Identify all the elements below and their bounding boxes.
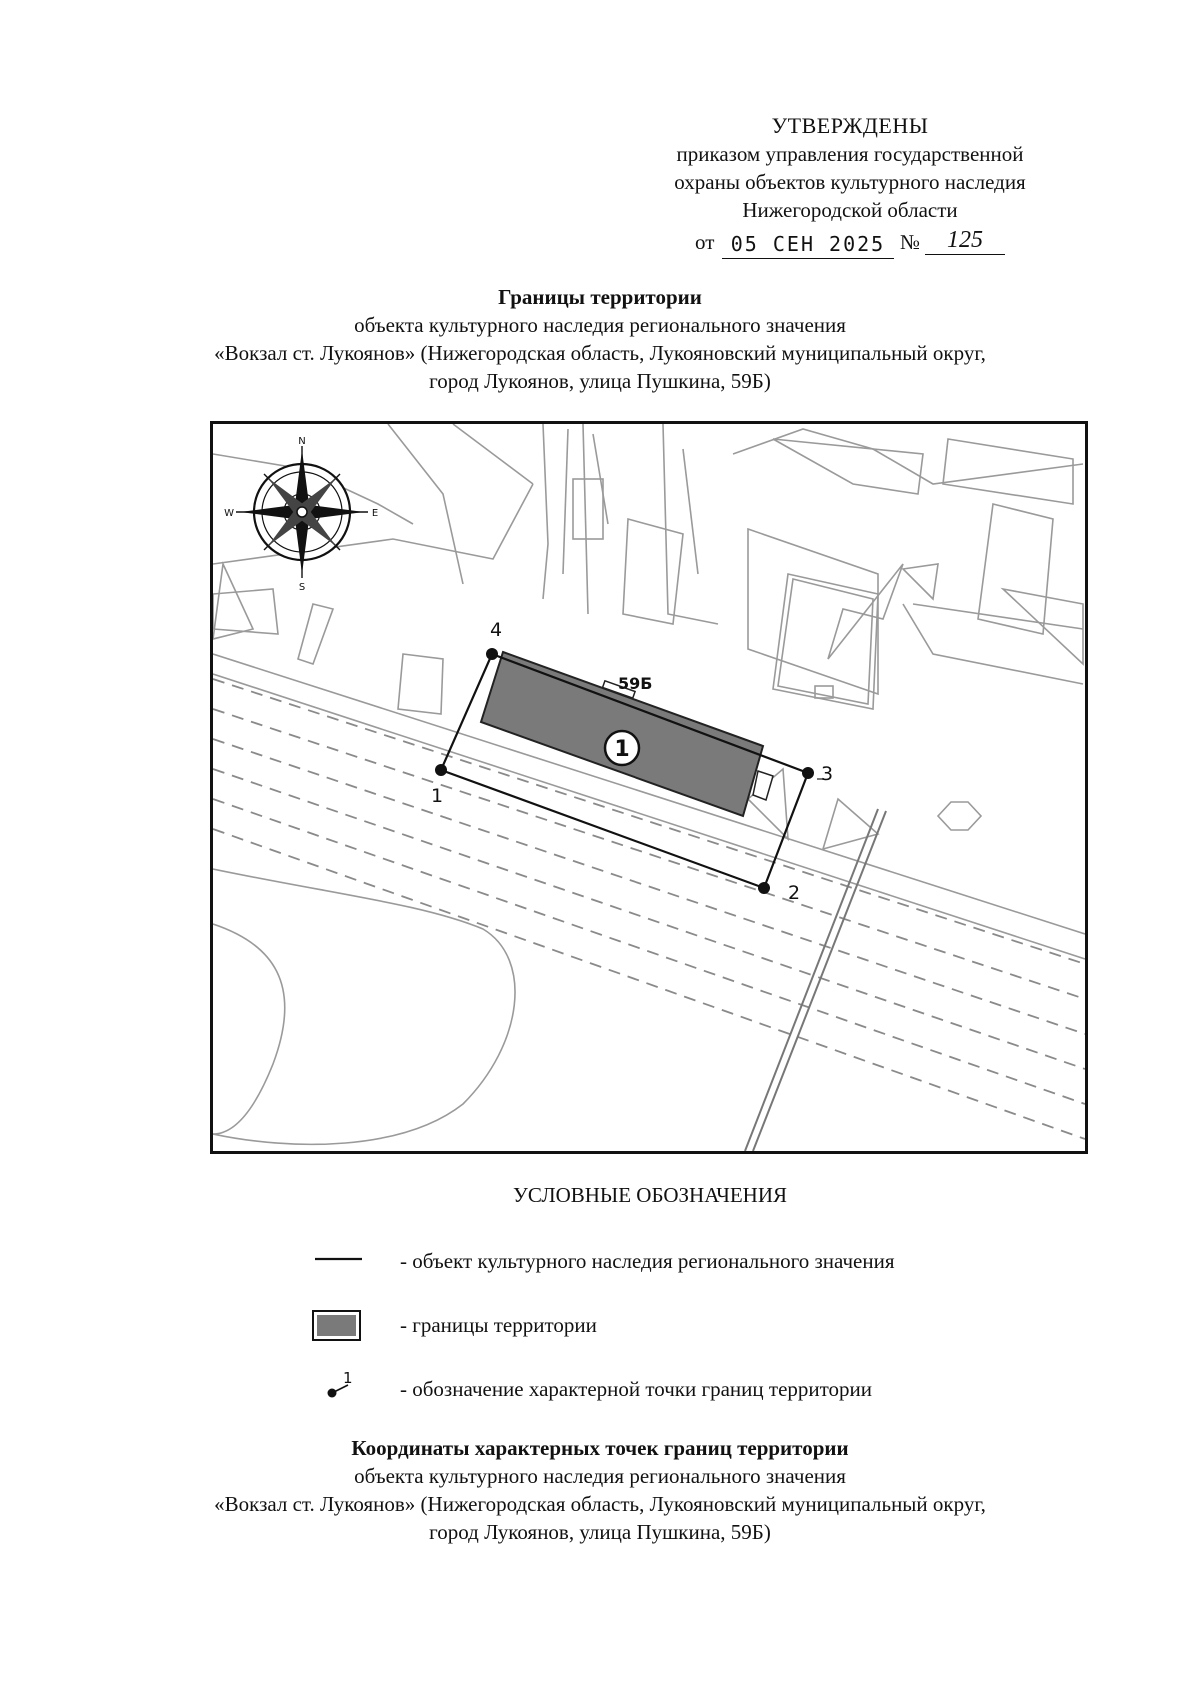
boundary-point-2 xyxy=(758,882,770,894)
parcel-line xyxy=(543,424,548,599)
point-label-2: 2 xyxy=(788,882,801,904)
parcel-line xyxy=(913,604,1083,629)
map-drawing xyxy=(213,424,1085,1151)
parcel-line xyxy=(563,429,568,574)
approval-from-label: от xyxy=(695,230,715,254)
street-line xyxy=(213,654,1085,934)
rail-dash-line xyxy=(213,769,1085,1069)
parcel-line xyxy=(213,924,285,1134)
compass-s: S xyxy=(298,582,306,593)
boundary-point-1 xyxy=(435,764,447,776)
parcel-line xyxy=(733,429,1083,484)
parcel-building xyxy=(748,529,878,694)
heritage-annex xyxy=(753,771,773,800)
legend-title: УСЛОВНЫЕ ОБОЗНАЧЕНИЯ xyxy=(512,1183,788,1207)
coordinates-block xyxy=(100,1434,1100,1546)
approval-line-3: Нижегородской области xyxy=(742,198,958,222)
compass-e: E xyxy=(371,508,379,519)
title-line-1: объекта культурного наследия регионального значения xyxy=(354,313,846,337)
parcel-building xyxy=(943,439,1073,504)
parcel-building xyxy=(773,439,923,494)
point-label-3: 3 xyxy=(821,763,834,785)
title-line-3: город Лукоянов, улица Пушкина, 59Б) xyxy=(429,369,771,393)
title-block xyxy=(100,283,1100,395)
parcel-building xyxy=(623,519,683,624)
parcel-line xyxy=(583,424,588,614)
parcel-oval xyxy=(213,869,515,1144)
parcel-triangle xyxy=(823,799,878,849)
coordinates-line-3: город Лукоянов, улица Пушкина, 59Б) xyxy=(429,1520,771,1544)
parcel-hexagon xyxy=(938,802,981,830)
parcel-line xyxy=(213,564,253,639)
approval-date-row xyxy=(600,224,1100,264)
legend-item-label: - объект культурного наследия регионального значения xyxy=(400,1249,895,1273)
legend-item-label: - обозначение характерной точки границ территории xyxy=(400,1377,873,1401)
parcel-line xyxy=(683,449,698,574)
legend-point-icon xyxy=(310,1371,370,1411)
legend-item-label: - границы территории xyxy=(400,1313,597,1337)
approval-number: 125 xyxy=(925,226,1005,255)
approval-date: 05 СЕН 2025 xyxy=(722,230,894,259)
point-label-4: 4 xyxy=(490,619,503,641)
approval-heading: УТВЕРЖДЕНЫ xyxy=(771,113,929,138)
approval-block xyxy=(600,112,1100,264)
legend-filled-box-icon xyxy=(310,1307,370,1347)
title-line-2: «Вокзал ст. Лукоянов» (Нижегородская область, Лукояновский муниципальный округ, xyxy=(214,341,986,365)
approval-line-2: охраны объектов культурного наследия xyxy=(674,170,1026,194)
coordinates-line-2: «Вокзал ст. Лукоянов» (Нижегородская область, Лукояновский муниципальный округ, xyxy=(214,1492,986,1516)
boundary-point-4 xyxy=(486,648,498,660)
boundary-point-3 xyxy=(802,767,814,779)
parcel-line xyxy=(388,424,463,584)
compass-n: N xyxy=(298,436,306,447)
parcel-building xyxy=(573,479,603,539)
parcel-building xyxy=(298,604,333,664)
rail-dash-line xyxy=(213,829,1085,1139)
object-number-label: 1 xyxy=(614,737,630,762)
rail-dash-line xyxy=(213,799,1085,1104)
territory-map xyxy=(210,421,1088,1154)
coordinates-heading: Координаты характерных точек границ территории xyxy=(351,1436,849,1460)
coordinates-line-1: объекта культурного наследия регионального значения xyxy=(354,1464,846,1488)
parcel-line xyxy=(828,564,903,659)
parcel-building xyxy=(398,654,443,714)
compass-w: W xyxy=(224,508,234,519)
legend-line-icon xyxy=(310,1243,370,1283)
approval-line-1: приказом управления государственной xyxy=(676,142,1024,166)
title-heading: Границы территории xyxy=(498,285,702,309)
approval-number-label: № xyxy=(900,230,921,254)
building-number-label: 59Б xyxy=(618,674,653,693)
legend-point-number: 1 xyxy=(343,1371,353,1387)
parcel-line xyxy=(663,424,718,624)
parcel-line xyxy=(453,424,533,484)
point-label-1: 1 xyxy=(431,785,444,807)
parcel-building xyxy=(903,564,938,599)
